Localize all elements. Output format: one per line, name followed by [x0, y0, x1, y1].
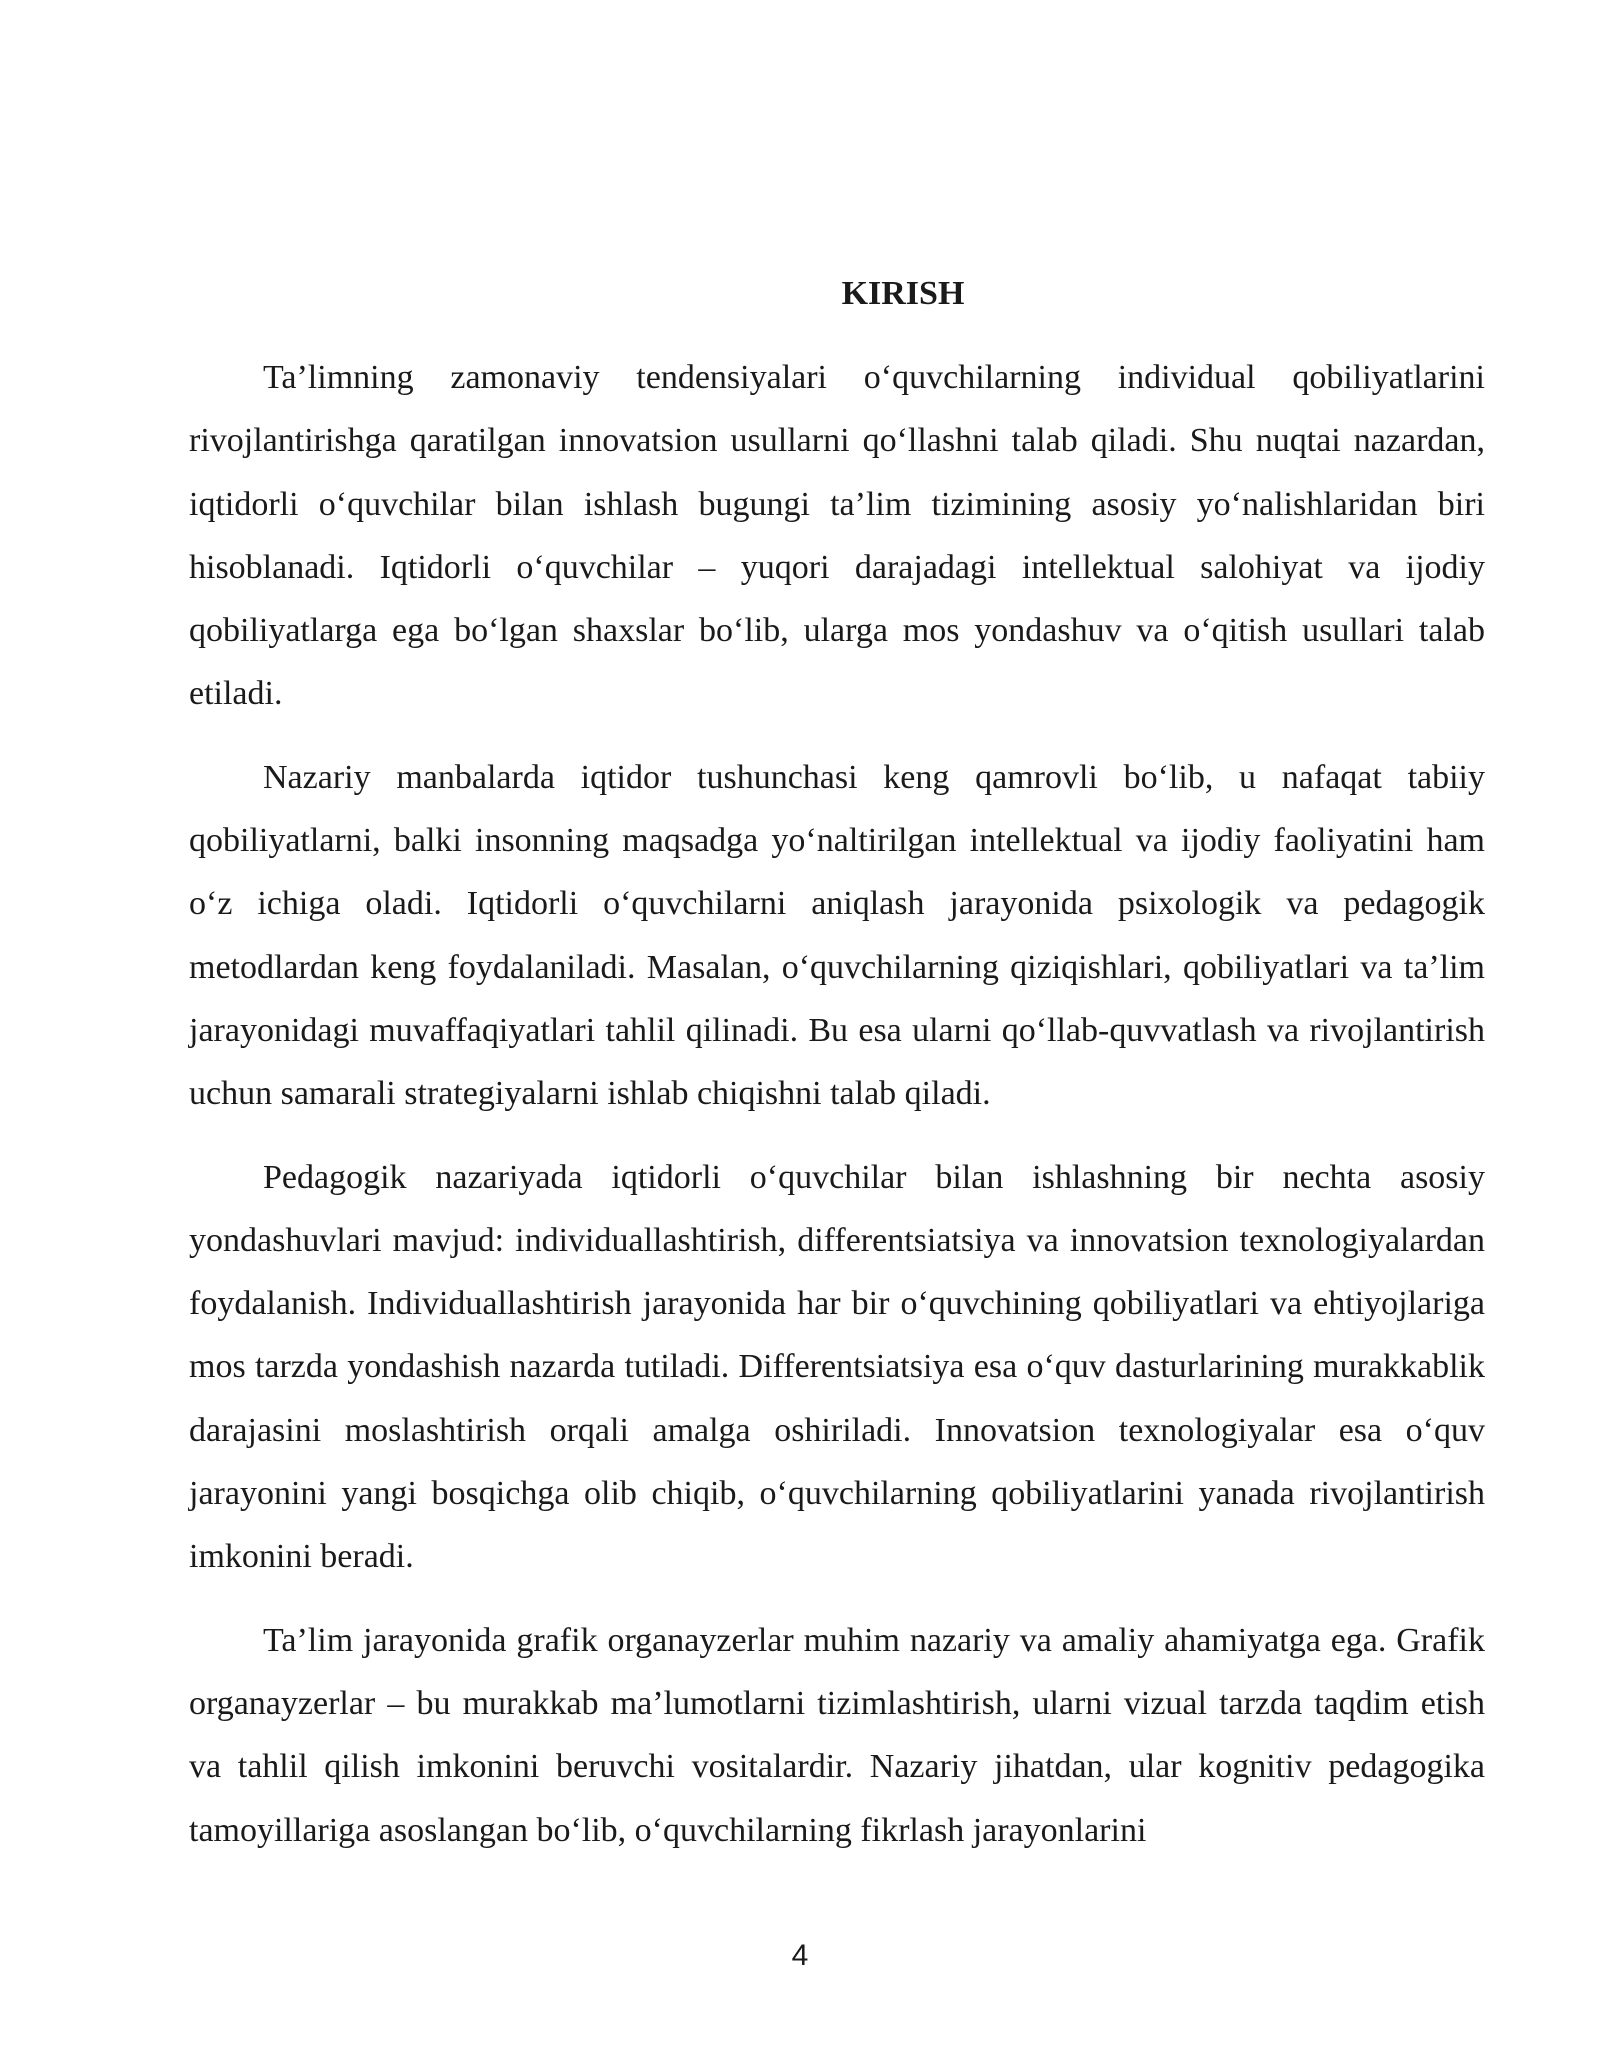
- paragraph-1: Ta’limning zamonaviy tendensiyalari o‘quvchilarning individual qobiliyatlarini rivojlantirishga qaratilgan innovatsion usullarni qo‘llashni talab qiladi. Shu nuqtai nazardan, iqtidorli o‘quvchilar bilan ishlash bugungi ta’lim tizimining asosiy yo‘nalishlaridan biri hisoblanadi. Iqtidorli o‘quvchilar – yuqori darajadagi intellektual salohiyat va ijodiy qobiliyatlarga ega bo‘lgan shaxslar bo‘lib, ularga mos yondashuv va o‘qitish usullari talab etiladi.: [189, 359, 1485, 713]
- section-heading: KIRISH: [841, 275, 965, 312]
- page-number: 4: [791, 1939, 809, 1972]
- paragraph-4: Ta’lim jarayonida grafik organayzerlar muhim nazariy va amaliy ahamiyatga ega. Grafik organayzerlar – bu murakkab ma’lumotlarni tizimlashtirish, ularni vizual tarzda taqdim etish va tahlil qilish imkonini beruvchi vositalardir. Nazariy jihatdan, ular kognitiv pedagogika tamoyillariga asoslangan bo‘lib, o‘quvchilarning fikrlash jarayonlarini: [189, 1621, 1485, 1849]
- paragraph-2: Nazariy manbalarda iqtidor tushunchasi keng qamrovli bo‘lib, u nafaqat tabiiy qobiliyatlarni, balki insonning maqsadga yo‘naltirilgan intellektual va ijodiy faoliyatini ham o‘z ichiga oladi. Iqtidorli o‘quvchilarni aniqlash jarayonida psixologik va pedagogik metodlardan keng foydalaniladi. Masalan, o‘quvchilarning qiziqishlari, qobiliyatlari va ta’lim jarayonidagi muvaffaqiyatlari tahlil qilinadi. Bu esa ularni qo‘llab-quvvatlash va rivojlantirish uchun samarali strategiyalarni ishlab chiqishni talab qiladi.: [189, 758, 1485, 1113]
- page-content: [189, 268, 1485, 1882]
- paragraph-3: Pedagogik nazariyada iqtidorli o‘quvchilar bilan ishlashning bir nechta asosiy yondashuvlari mavjud: individuallashtirish, differentsiatsiya va innovatsion texnologiyalardan foydalanish. Individuallashtirish jarayonida har bir o‘quvchining qobiliyatlari va ehtiyojlariga mos tarzda yondashish nazarda tutiladi. Differentsiatsiya esa o‘quv dasturlarining murakkablik darajasini moslashtirish orqali amalga oshiriladi. Innovatsion texnologiyalar esa o‘quv jarayonini yangi bosqichga olib chiqib, o‘quvchilarning qobiliyatlarini yanada rivojlantirish imkonini beradi.: [189, 1158, 1485, 1576]
